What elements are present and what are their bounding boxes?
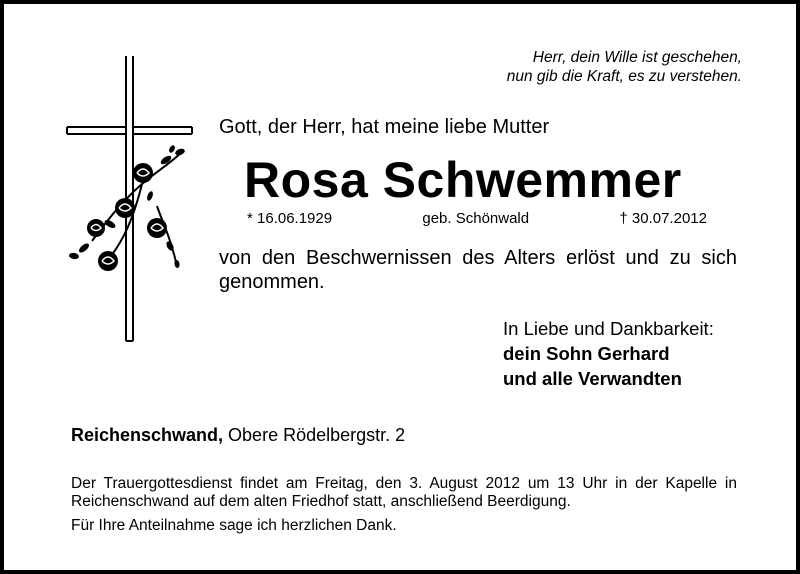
bible-quote xyxy=(424,48,742,86)
deceased-name: Rosa Schwemmer xyxy=(244,152,682,208)
closing-thanks: Für Ihre Anteilnahme sage ich herzlichen Dank. xyxy=(71,517,397,534)
released-text: von den Beschwernissen des Alters erlöst und zu sich genommen. xyxy=(219,247,737,293)
address-town: Reichenschwand, xyxy=(71,425,224,445)
death-date: † 30.07.2012 xyxy=(619,210,707,227)
dates-row xyxy=(247,210,707,227)
mourners-block xyxy=(503,316,714,391)
quote-line-2: nun gib die Kraft, es zu verstehen. xyxy=(506,68,742,85)
quote-line-1: Herr, dein Wille ist geschehen, xyxy=(532,49,742,66)
cross-with-roses-icon xyxy=(62,56,212,346)
gratitude-line: In Liebe und Dankbarkeit: xyxy=(503,318,714,339)
mourner-relatives: und alle Verwandten xyxy=(503,368,682,389)
mourner-son: dein Sohn Gerhard xyxy=(503,343,670,364)
service-info: Der Trauergottesdienst findet am Freitag, den 3. August 2012 um 13 Uhr in der Kapelle in Reichenschwand auf dem alten Friedhof statt, anschließend Beerdigung. xyxy=(71,475,737,510)
address-line xyxy=(71,425,405,446)
address-street: Obere Rödelbergstr. 2 xyxy=(223,425,406,445)
birth-date: * 16.06.1929 xyxy=(247,210,333,227)
maiden-name: geb. Schönwald xyxy=(422,210,530,227)
intro-text: Gott, der Herr, hat meine liebe Mutter xyxy=(219,116,550,138)
